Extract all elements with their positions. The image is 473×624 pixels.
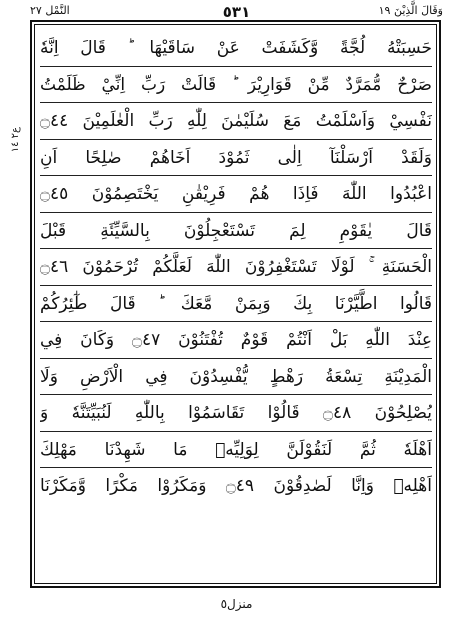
line-text: قَالَ يٰقَوْمِ لِمَ تَسْتَعْجِلُوْنَ بِالسَّيِّئَةِ قَبْلَ bbox=[40, 220, 432, 241]
text-line bbox=[40, 468, 432, 505]
ruku-marker: ع٢ ١٤ bbox=[10, 127, 21, 153]
line-text: حَسِبَتْهُ لُجَّةً وَّكَشَفَتْ عَنْ سَاقَيْهَا ؕ قَالَ اِنَّهٗ bbox=[40, 38, 432, 58]
text-line bbox=[40, 395, 432, 432]
text-line bbox=[40, 176, 432, 213]
text-line bbox=[40, 30, 432, 67]
line-text: اعْبُدُوا اللّٰهَ فَاِذَا هُمْ فَرِيْقٰنِ يَخْتَصِمُوْنَ ۝٤٥ bbox=[40, 184, 432, 204]
manzil-marker: منزل٥ bbox=[220, 597, 253, 611]
verse-text-block bbox=[40, 30, 432, 578]
line-text: قَالُوا اطَّيَّرْنَا بِكَ وَبِمَنْ مَّعَكَ ؕ قَالَ طٰٓئِرُكُمْ bbox=[40, 293, 432, 314]
text-line bbox=[40, 103, 432, 140]
juz-title: وَقَالَ الَّذِيْنَ ١٩ bbox=[378, 4, 443, 17]
text-line bbox=[40, 140, 432, 177]
line-text: اَهْلَهٗ ثُمَّ لَنَقُوْلَنَّ لِوَلِيِّهٖ مَا شَهِدْنَا مَهْلِكَ bbox=[40, 439, 432, 460]
line-text: صَرْحٌ مُّمَرَّدٌ مِّنْ قَوَارِيْرَ ؕ قَالَتْ رَبِّ اِنِّيْ ظَلَمْتُ bbox=[40, 74, 432, 95]
text-line bbox=[40, 359, 432, 396]
text-line bbox=[40, 67, 432, 104]
line-text: نَفْسِيْ وَاَسْلَمْتُ مَعَ سُلَيْمٰنَ لِلّٰهِ رَبِّ الْعٰلَمِيْنَ ۝٤٤ bbox=[40, 111, 432, 131]
text-line bbox=[40, 286, 432, 323]
text-line bbox=[40, 322, 432, 359]
line-text: عِنْدَ اللّٰهِ بَلْ اَنْتُمْ قَوْمٌ تُفْتَنُوْنَ ۝٤٧ وَكَانَ فِي bbox=[40, 330, 432, 350]
line-text: الْحَسَنَةِ ۚ لَوْلَا تَسْتَغْفِرُوْنَ اللّٰهَ لَعَلَّكُمْ تُرْحَمُوْنَ ۝٤٦ bbox=[40, 257, 432, 277]
text-line bbox=[40, 249, 432, 286]
surah-title: النَّمْل ٢٧ bbox=[30, 4, 70, 17]
line-text: يُصْلِحُوْنَ ۝٤٨ قَالُوْا تَقَاسَمُوْا بِاللّٰهِ لَنُبَيِّتَنَّهٗ وَ bbox=[40, 403, 432, 423]
text-line bbox=[40, 213, 432, 250]
line-text: الْمَدِيْنَةِ تِسْعَةُ رَهْطٍ يُّفْسِدُوْنَ فِي الْاَرْضِ وَلَا bbox=[40, 366, 432, 387]
text-line bbox=[40, 432, 432, 469]
line-text: اَهْلِهٖ وَاِنَّا لَصٰدِقُوْنَ ۝٤٩ وَمَكَرُوْا مَكْرًا وَّمَكَرْنَا bbox=[40, 476, 432, 496]
page-number: ٥٣١ bbox=[222, 3, 251, 21]
line-text: وَلَقَدْ اَرْسَلْنَآ اِلٰى ثَمُوْدَ اَخَاهُمْ صٰلِحًا اَنِ bbox=[40, 147, 432, 168]
